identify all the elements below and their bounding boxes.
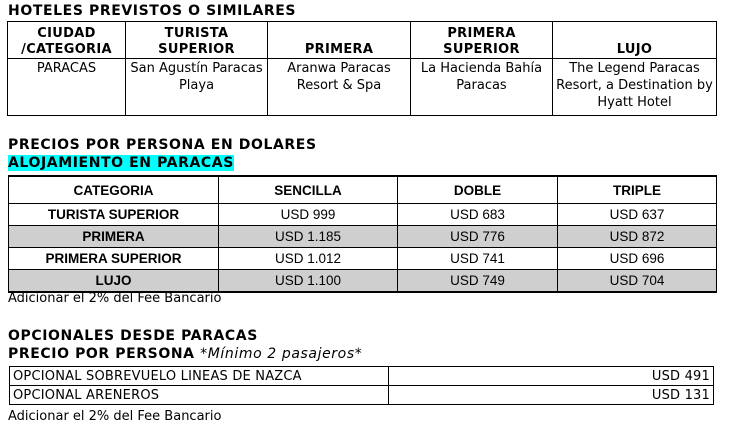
options-subtitle <box>8 346 362 362</box>
prices-header-categoria: CATEGORIA <box>9 176 219 204</box>
prices-row <box>9 226 717 248</box>
hotels-row-paracas <box>8 59 717 116</box>
prices-cell-sencilla: USD 1.100 <box>219 270 398 293</box>
hotels-title: HOTELES PREVISTOS O SIMILARES <box>8 3 297 19</box>
prices-cell-doble: USD 749 <box>398 270 558 293</box>
prices-cell-triple: USD 704 <box>558 270 717 293</box>
prices-header-doble: DOBLE <box>398 176 558 204</box>
prices-subtitle-highlight: ALOJAMIENTO EN PARACAS <box>8 155 234 171</box>
hotels-header-row <box>8 22 717 59</box>
options-subtitle-main: PRECIO POR PERSONA <box>8 346 201 362</box>
options-row <box>10 386 714 405</box>
options-table <box>9 366 714 405</box>
prices-cell-category: PRIMERA <box>9 226 219 248</box>
prices-row <box>9 248 717 270</box>
hotels-header-lujo: LUJO <box>553 22 717 59</box>
prices-cell-category: TURISTA SUPERIOR <box>9 204 219 226</box>
prices-header-sencilla: SENCILLA <box>219 176 398 204</box>
prices-cell-triple: USD 696 <box>558 248 717 270</box>
prices-cell-sencilla: USD 1.185 <box>219 226 398 248</box>
options-cell-price: USD 131 <box>389 386 714 405</box>
prices-header-row <box>9 176 717 204</box>
prices-cell-doble: USD 776 <box>398 226 558 248</box>
prices-title: PRECIOS POR PERSONA EN DOLARES <box>8 137 317 153</box>
hotels-header-turista-superior: TURISTA SUPERIOR <box>126 22 268 59</box>
prices-row <box>9 270 717 293</box>
options-subtitle-minimum: *Mínimo 2 pasajeros* <box>200 346 363 362</box>
options-note: Adicionar el 2% del Fee Bancario <box>8 409 222 424</box>
prices-header-triple: TRIPLE <box>558 176 717 204</box>
options-row <box>10 367 714 386</box>
hotels-cell-city: PARACAS <box>8 59 126 116</box>
hotels-table <box>7 21 717 116</box>
prices-cell-sencilla: USD 1.012 <box>219 248 398 270</box>
options-cell-price: USD 491 <box>389 367 714 386</box>
prices-cell-doble: USD 741 <box>398 248 558 270</box>
options-cell-name: OPCIONAL ARENEROS <box>10 386 389 405</box>
options-title: OPCIONALES DESDE PARACAS <box>8 328 258 344</box>
prices-cell-category: LUJO <box>9 270 219 293</box>
hotels-cell-lujo: The Legend Paracas Resort, a Destination by Hyatt Hotel <box>553 59 717 116</box>
prices-note: Adicionar el 2% del Fee Bancario <box>8 291 222 306</box>
prices-table <box>8 175 717 293</box>
prices-cell-triple: USD 872 <box>558 226 717 248</box>
hotels-cell-primera-superior: La Hacienda Bahía Paracas <box>411 59 553 116</box>
options-cell-name: OPCIONAL SOBREVUELO LINEAS DE NAZCA <box>10 367 389 386</box>
hotels-cell-turista-superior: San Agustín Paracas Playa <box>126 59 268 116</box>
hotels-cell-primera: Aranwa Paracas Resort & Spa <box>268 59 411 116</box>
hotels-header-primera-superior: PRIMERA SUPERIOR <box>411 22 553 59</box>
hotels-header-primera: PRIMERA <box>268 22 411 59</box>
prices-cell-category: PRIMERA SUPERIOR <box>9 248 219 270</box>
prices-cell-triple: USD 637 <box>558 204 717 226</box>
prices-cell-sencilla: USD 999 <box>219 204 398 226</box>
hotels-header-city: CIUDAD /CATEGORIA <box>8 22 126 59</box>
prices-subtitle <box>8 155 234 171</box>
prices-cell-doble: USD 683 <box>398 204 558 226</box>
prices-row <box>9 204 717 226</box>
